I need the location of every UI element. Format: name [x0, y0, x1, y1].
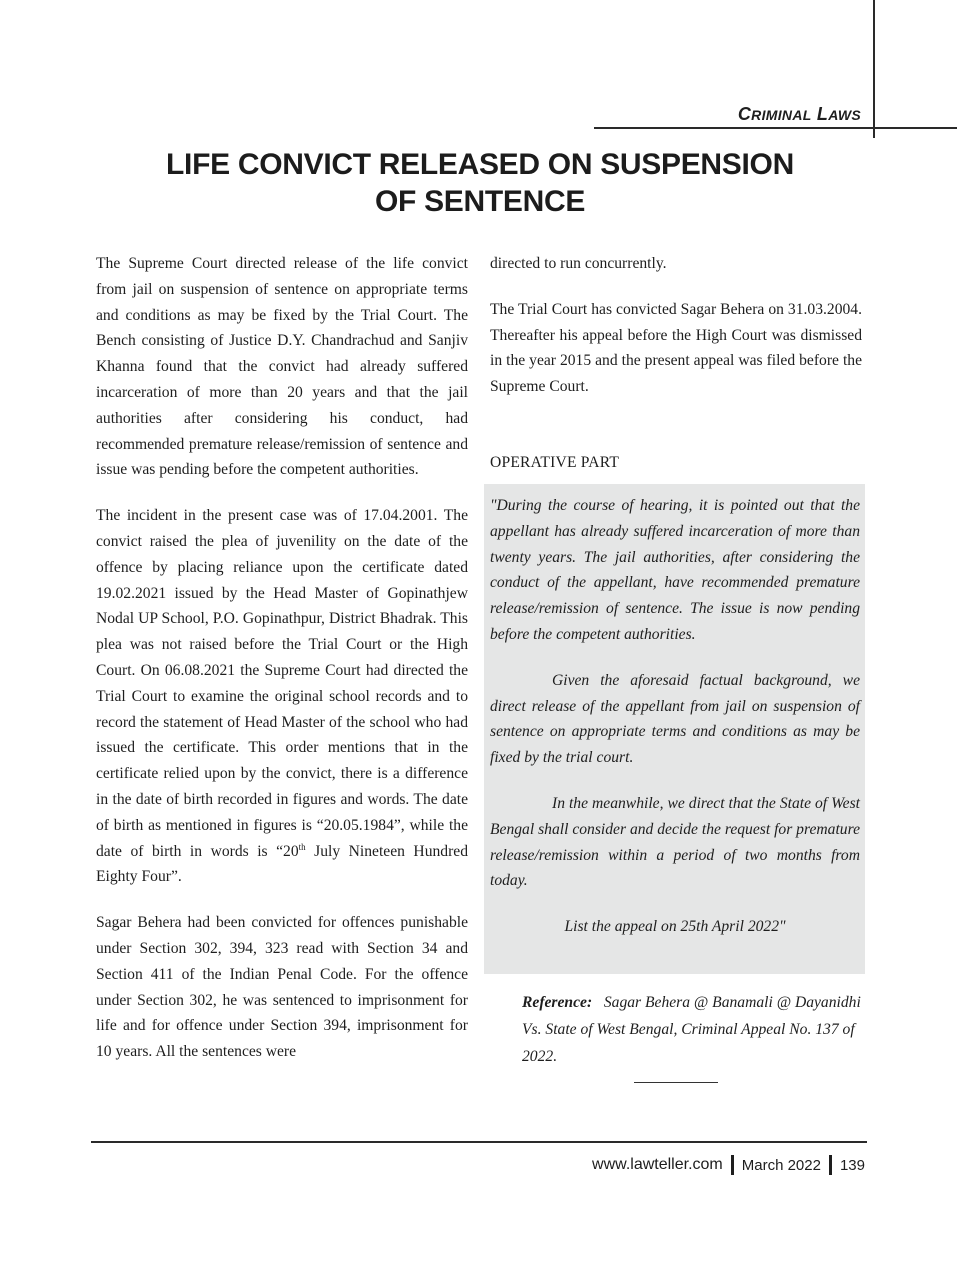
- footer-separator: [731, 1155, 734, 1175]
- section-label: CRIMINAL LAWS: [737, 104, 861, 124]
- footer-website: www.lawteller.com: [592, 1156, 723, 1173]
- article-end-rule: [634, 1082, 718, 1083]
- paragraph-incident: The incident in the present case was of 17.04.2001. The convict raised the plea of juvenility on the date of the offence by placing reliance upon the certificate dated 19.02.2021 issued by the Head Master of Gopinathjew Nodal UP School, P.O. Gopinathpur, District Bhadrak. This plea was not raised before the Trial Court or the High Court. On 06.08.2021 the Supreme Court had directed the Trial Court to examine the original school records and to record the statement of Head Master of the school who had issued the certificate. This order mentions that in the certificate relied upon by the convict, there is a difference in the date of birth recorded in figures and words. The date of birth as mentioned in figures is “20.05.1984”, while the date of birth in words is “20th July Nineteen Hundred Eighty Four”.: [96, 507, 469, 886]
- right-column: [490, 251, 862, 476]
- quote-paragraph-2: Given the aforesaid factual background, we direct release of the appellant from jail on suspension of sentence on appropriate terms and conditions as may be fixed by the trial court.: [490, 671, 860, 767]
- footer-issue: March 2022: [741, 1156, 821, 1174]
- quote-paragraph-1: "During the course of hearing, it is pointed out that the appellant has already suffered incarceration of more than twenty years. The jail authorities, after considering the conduct of the appellant, have recommended premature release/remission of sentence. The issue is now pending before the competent authorities.: [490, 497, 860, 643]
- title-line-2: OF SENTENCE: [374, 185, 586, 218]
- paragraph-conviction: Sagar Behera had been convicted for offences punishable under Section 302, 394, 323 read with Section 34 and Section 411 of the Indian Penal Code. For the offence under Section 302, he was sentenced to imprisonment for life and for offence under Section 394, imprisonment for 10 years. All the sentences were: [96, 914, 468, 1061]
- operative-quote: [490, 493, 860, 940]
- paragraph-intro: The Supreme Court directed release of the life convict from jail on suspension of sentence on appropriate terms and conditions as may be fixed by the Trial Court. The Bench consisting of Justice D.Y. Chandrachud and Sanjiv Khanna found that the convict had already suffered incarceration of more than 20 years and that the jail authorities after considering his conduct, had recommended premature release/remission of sentence and issue was pending before the competent authorities.: [96, 255, 468, 479]
- paragraph-trial-court: The Trial Court has convicted Sagar Behera on 31.03.2004. Thereafter his appeal before the High Court was dismissed in the year 2015 and the present appeal was filed before the Supreme Court.: [490, 300, 862, 396]
- paragraph-concurrent: directed to run concurrently.: [490, 255, 667, 272]
- top-horizontal-rule: [594, 127, 957, 129]
- operative-part-heading: OPERATIVE PART: [490, 453, 620, 471]
- quote-paragraph-4: List the appeal on 25th April 2022": [564, 918, 786, 936]
- page-footer: [592, 1155, 865, 1175]
- reference-label: Reference:: [522, 994, 593, 1011]
- footer-separator: [829, 1155, 832, 1175]
- footer-page-number: 139: [839, 1156, 865, 1174]
- left-column: [96, 251, 468, 1065]
- quote-paragraph-3: In the meanwhile, we direct that the State of West Bengal shall consider and decide the request for premature release/remission within a period of two months from today.: [490, 794, 860, 890]
- top-vertical-rule: [873, 0, 875, 138]
- reference-citation: [522, 989, 862, 1070]
- title-line-1: LIFE CONVICT RELEASED ON SUSPENSION: [166, 148, 794, 181]
- footer-rule: [91, 1141, 867, 1143]
- reference-text: Sagar Behera @ Banamali @ Dayanidhi Vs. State of West Bengal, Criminal Appeal No. 137 of 2022.: [522, 994, 861, 1065]
- article-title: [80, 146, 880, 220]
